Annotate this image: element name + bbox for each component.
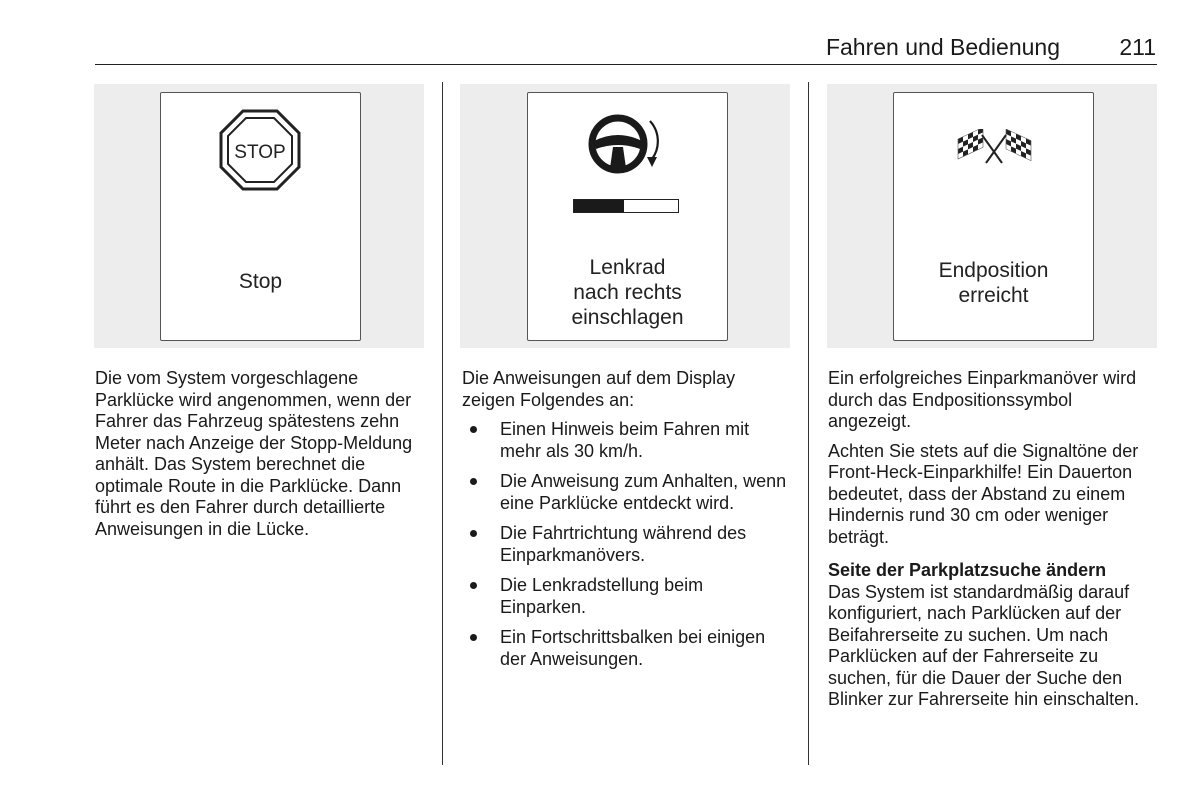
section-title: Fahren und Bedienung (825, 34, 1060, 60)
list-item: Einen Hinweis beim Fahren mit mehr als 30 km/h. (462, 419, 792, 462)
list-item: Ein Fortschrittsbalken bei einigen der Anweisungen. (462, 627, 792, 670)
display-label-steering: Lenkrad nach rechts einschlagen (571, 256, 684, 329)
display-panel-steering (527, 92, 728, 341)
progress-bar-fill (574, 200, 624, 212)
steering-wheel-icon (584, 111, 674, 181)
column-divider (442, 82, 443, 765)
display-panel-endposition (893, 92, 1094, 341)
paragraph: Das System ist standardmäßig darauf konfiguriert, nach Parklücken auf der Beifahrerseite zu suchen. Um nach Parklücken auf der Fahrerseite zu suchen, für die Dauer der Suche den Blinker zur Fahrerseite hin einschalten. (828, 581, 1140, 709)
stop-sign-icon (219, 109, 301, 191)
checkered-flags-icon (948, 129, 1042, 169)
stop-sign-text: STOP (234, 142, 286, 163)
list-item: Die Fahrtrichtung während des Einparkmanövers. (462, 523, 792, 566)
display-label-stop: Stop (238, 270, 283, 293)
column-divider (808, 82, 809, 765)
subheading: Seite der Parkplatzsuche ändern (828, 560, 1107, 580)
intro-paragraph: Die Anweisungen auf dem Display zeigen Folgendes an: (462, 368, 736, 410)
column-3-text (828, 368, 1158, 711)
column-1-text (95, 368, 430, 540)
page-number: 211 (1119, 34, 1156, 60)
display-panel-stop (160, 92, 361, 341)
instruction-list (462, 419, 792, 670)
paragraph: Die vom System vorgeschlagene Parklücke wird angenommen, wenn der Fahrer das Fahrzeug spätestens zehn Meter nach Anzeige der Stopp-Meldung anhält. Das System berechnet die optimale Route in die Parklücke. Dann führt es den Fahrer durch detaillierte Anweisungen in die Lücke. (95, 368, 413, 539)
list-item: Die Anweisung zum Anhalten, wenn eine Parklücke entdeckt wird. (462, 471, 792, 514)
column-2-text (462, 368, 792, 679)
paragraph: Ein erfolgreiches Einparkmanöver wird durch das Endpositionssymbol angezeigt. (828, 368, 1137, 431)
header-rule (95, 64, 1157, 65)
display-label-endposition: Endposition erreicht (938, 259, 1049, 307)
paragraph: Achten Sie stets auf die Signaltöne der Front-Heck-Einparkhilfe! Ein Dauerton bedeutet, dass der Abstand zu einem Hindernis rund 30 cm oder weniger beträgt. (828, 440, 1139, 547)
progress-bar (573, 199, 679, 213)
list-item: Die Lenkradstellung beim Einparken. (462, 575, 792, 618)
